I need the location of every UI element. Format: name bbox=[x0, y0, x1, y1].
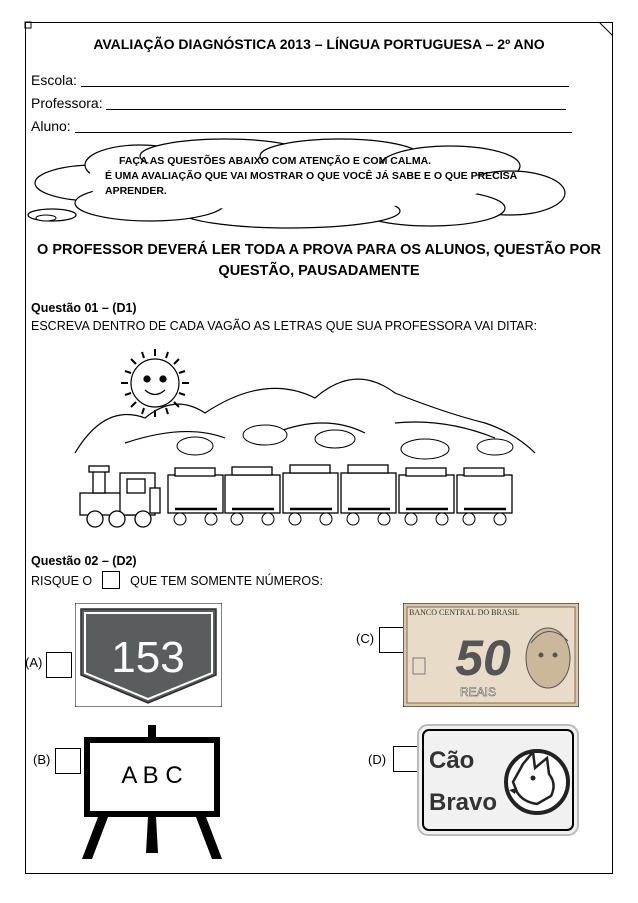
cloud-instructions bbox=[105, 154, 535, 200]
notice-line-2: QUESTÃO, PAUSADAMENTE bbox=[218, 263, 420, 280]
option-c-banknote bbox=[403, 603, 579, 707]
sign-line-1: Cão bbox=[429, 747, 475, 774]
school-label: Escola: bbox=[31, 72, 77, 88]
dog-head-icon bbox=[506, 751, 568, 813]
question-1-text: ESCREVA DENTRO DE CADA VAGÃO AS LETRAS QUE SUA PROFESSORA VAI DITAR: bbox=[31, 319, 538, 333]
instruction-after: QUE TEM SOMENTE NÚMEROS: bbox=[130, 574, 323, 588]
train-illustration bbox=[65, 343, 540, 533]
locomotive bbox=[80, 466, 160, 527]
effigy-portrait bbox=[526, 628, 570, 688]
note-currency: REAIS bbox=[459, 685, 497, 699]
question-2-instruction bbox=[31, 571, 323, 589]
teacher-field[interactable] bbox=[31, 95, 566, 111]
school-line bbox=[81, 73, 569, 87]
option-b-easel-board bbox=[78, 725, 226, 859]
teacher-label: Professora: bbox=[31, 95, 103, 111]
teacher-line bbox=[106, 96, 566, 110]
board-letters: A B C bbox=[121, 762, 183, 789]
option-a-label: (A) bbox=[25, 655, 43, 670]
corner-mark-icon bbox=[23, 20, 33, 30]
bank-name: BANCO CENTRAL DO BRASIL bbox=[409, 608, 520, 617]
option-c-checkbox[interactable] bbox=[379, 627, 405, 653]
notice-line-1: O PROFESSOR DEVERÁ LER TODA A PROVA PARA OS ALUNOS, QUESTÃO POR bbox=[37, 242, 601, 258]
clouds-bushes bbox=[177, 425, 513, 459]
option-b-label: (B) bbox=[33, 752, 51, 767]
sign-line-2: Bravo bbox=[429, 789, 498, 816]
question-1-title: Questão 01 – (D1) bbox=[31, 301, 137, 315]
teacher-notice bbox=[25, 240, 613, 282]
cloud-line-2: É UMA AVALIAÇÃO QUE VAI MOSTRAR O QUE VOCÊ JÁ SABE E O QUE PRECISA APRENDER. bbox=[105, 170, 517, 198]
page-title: AVALIAÇÃO DIAGNÓSTICA 2013 – LÍNGUA PORTUGUESA – 2º ANO bbox=[93, 36, 545, 52]
option-a-number-sign bbox=[75, 603, 222, 707]
cloud-line-1: FAÇA AS QUESTÕES ABAIXO COM ATENÇÃO E COM CALMA. bbox=[119, 155, 432, 167]
sun-icon bbox=[121, 349, 189, 417]
instruction-before: RISQUE O bbox=[31, 574, 93, 588]
option-a-checkbox[interactable] bbox=[46, 652, 72, 678]
option-d-checkbox[interactable] bbox=[393, 746, 419, 772]
note-value: 50 bbox=[455, 630, 511, 686]
student-field[interactable] bbox=[31, 118, 572, 134]
inline-checkbox-example bbox=[102, 571, 120, 589]
school-field[interactable] bbox=[31, 72, 569, 88]
train-cars bbox=[168, 465, 512, 525]
sign-number: 153 bbox=[111, 633, 185, 682]
option-c-label: (C) bbox=[356, 631, 375, 646]
question-2-title: Questão 02 – (D2) bbox=[31, 554, 137, 568]
page-corner-fold bbox=[599, 22, 613, 36]
student-label: Aluno: bbox=[31, 118, 71, 134]
student-line bbox=[75, 119, 572, 133]
option-d-dog-sign bbox=[417, 724, 579, 836]
option-d-label: (D) bbox=[368, 752, 387, 767]
